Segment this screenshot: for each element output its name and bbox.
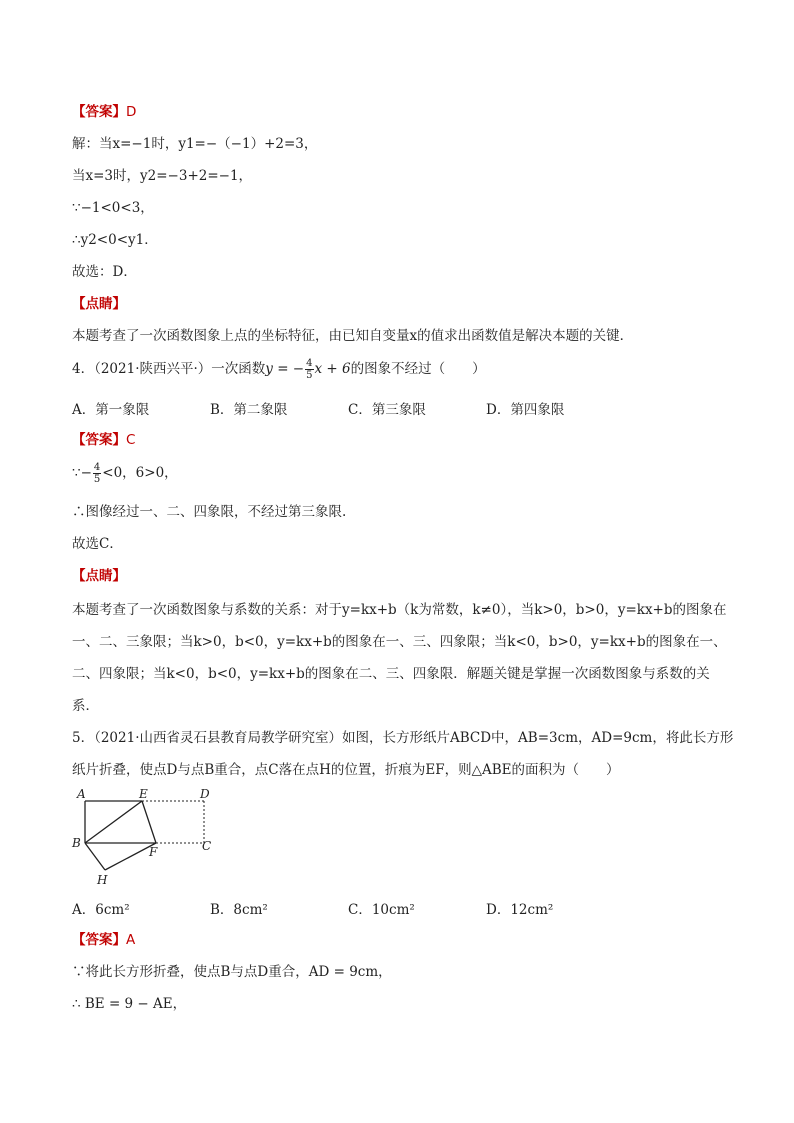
answer-value: C [126,432,136,448]
q3-solution-line-2: 当x=3时，y2=−3+2=−1， [72,168,253,184]
q4-formula-y: y = − [265,361,305,377]
q5-answer [72,930,135,950]
q4-option-a: A．第一象限 [72,402,150,418]
q3-comment: 本题考查了一次函数图象上点的坐标特征，由已知自变量x的值求出函数值是解决本题的关键． [72,328,634,344]
sol1-fraction [93,462,101,485]
frac-denominator: 5 [306,370,313,381]
frac-numerator: 4 [306,358,313,369]
q4-comment-tag [72,566,126,586]
q4-option-c: C．第三象限 [348,402,426,418]
q5-option-d: D．12cm² [486,902,554,918]
sol1-prefix: ∵− [72,465,92,481]
q4-comment-line-3: 二、四象限；当k<0，b<0，y=kx+b的图象在二、三、四象限．解题关键是掌握一次函数图象与系数的关 [72,666,710,682]
answer-value: A [126,932,136,948]
answer-tag: 【答案】 [72,432,126,448]
edge-be [85,801,142,843]
q4-formula-rest: x + 6 [314,361,351,377]
q3-solution-line-1: 解：当x=−1时，y1=−（−1）+2=3， [72,136,318,152]
q4-comment-line-1: 本题考查了一次函数图象与系数的关系：对于y=kx+b（k为常数，k≠0），当k>0，b>0，y=kx+b的图象在 [72,602,727,618]
q3-solution-line-5: 故选：D． [72,264,137,280]
q5-option-b: B．8cm² [210,902,268,918]
q5-stem-line-1: 5．（2021·山西省灵石县教育局教学研究室）如图，长方形纸片ABCD中，AB=3cm，AD=9cm，将此长方形 [72,730,734,746]
q4-solution-line-2: ∴图像经过一、二、四象限，不经过第三象限. [72,504,347,520]
q4-option-d: D．第四象限 [486,402,565,418]
frac-denominator: 5 [93,474,101,485]
edge-bh [85,843,105,870]
label-b: B [72,836,81,850]
q5-solution-line-1: ∵将此长方形折叠，使点B与点D重合，AD = 9cm， [72,964,392,980]
answer-value: D [126,104,137,120]
label-h: H [97,873,108,887]
q4-option-b: B．第二象限 [210,402,288,418]
q5-stem-line-2: 纸片折叠，使点D与点B重合，点C落在点H的位置，折痕为EF，则△ABE的面积为（ ） [72,762,620,778]
q4-fraction [305,358,313,381]
label-c: C [202,839,212,853]
q4-solution-line-3: 故选C． [72,536,123,552]
q3-answer [72,102,136,122]
label-a: A [77,787,86,801]
q5-option-a: A．6cm² [72,902,130,918]
answer-tag: 【答案】 [72,932,126,948]
q4-stem-prefix: 4．（2021·陕西兴平·）一次函数 [72,361,266,377]
q3-comment-tag [72,294,126,314]
q5-figure [70,784,220,890]
comment-tag: 【点睛】 [72,568,126,584]
comment-tag: 【点睛】 [72,296,126,312]
answer-tag: 【答案】 [72,104,126,120]
q4-stem-suffix: 的图象不经过（ ） [350,361,486,377]
q4-comment-line-4: 系． [72,698,99,714]
frac-numerator: 4 [93,462,101,473]
q3-solution-line-3: ∵−1<0<3， [72,200,154,216]
label-e: E [139,787,148,801]
q5-option-c: C．10cm² [348,902,415,918]
q4-solution-line-1 [72,462,178,485]
sol1-suffix: <0，6>0， [102,465,178,481]
q4-answer [72,430,135,450]
label-f: F [149,845,158,859]
q5-solution-line-2: ∴ BE = 9 − AE， [72,996,187,1012]
q4-comment-line-2: 一、二、三象限；当k>0，b<0，y=kx+b的图象在一、三、四象限；当k<0，b>0，y=kx+b的图象在一、 [72,634,727,650]
label-d: D [200,787,210,801]
edge-ef [142,801,156,843]
q4-stem [72,358,486,381]
q3-solution-line-4: ∴y2<0<y1． [72,232,158,248]
